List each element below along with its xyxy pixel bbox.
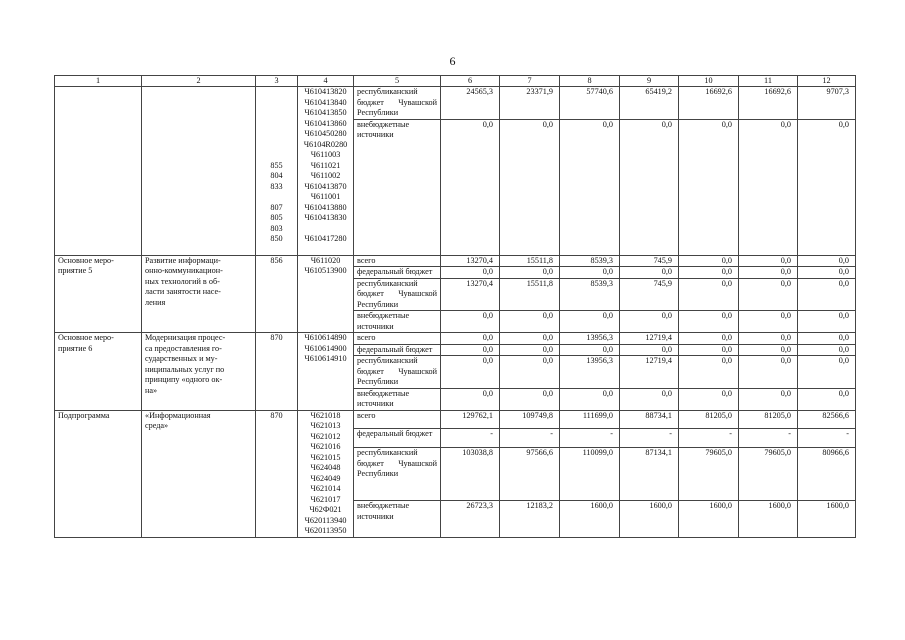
funding-source: федеральный бюджет: [354, 267, 441, 279]
amount-cell: 13270,4: [441, 255, 500, 267]
amount-cell: 0,0: [500, 267, 560, 279]
amount-cell: -: [441, 429, 500, 448]
amount-cell: 0,0: [798, 267, 856, 279]
amount-cell: 0,0: [560, 344, 620, 356]
amount-cell: 15511,8: [500, 278, 560, 311]
table-body: [55, 87, 856, 538]
measure-name-line: приятие 6: [58, 343, 93, 353]
amount-cell: -: [620, 429, 679, 448]
amount-cell: 0,0: [441, 267, 500, 279]
measure-description-line: ления: [145, 297, 166, 307]
amount-cell: 0,0: [620, 311, 679, 333]
table-row: [55, 255, 856, 267]
amount-cell: 0,0: [798, 344, 856, 356]
funding-source: республиканский бюджет Чувашской Республики: [354, 448, 441, 501]
amount-cell: 0,0: [798, 333, 856, 345]
amount-cell: 745,9: [620, 278, 679, 311]
budget-class-code-line: Ч62Ф021: [309, 505, 342, 514]
measure-description-line: среда»: [145, 421, 169, 430]
funding-source: федеральный бюджет: [354, 429, 441, 448]
funding-source: республиканский бюджет Чувашской Республики: [354, 356, 441, 389]
amount-cell: 0,0: [560, 267, 620, 279]
budget-class-code-line: Ч610614900: [304, 343, 347, 353]
measure-name-line: приятие 5: [58, 266, 93, 275]
amount-cell: 0,0: [798, 311, 856, 333]
budget-table: [54, 75, 856, 538]
amount-cell: 1600,0: [739, 501, 798, 537]
amount-cell: 0,0: [798, 119, 856, 255]
column-header: 12: [798, 76, 856, 87]
amount-cell: 0,0: [739, 333, 798, 345]
budget-class-code-line: [301, 224, 350, 235]
amount-cell: 0,0: [739, 344, 798, 356]
amount-cell: 81205,0: [679, 410, 739, 429]
amount-cell: 0,0: [679, 119, 739, 255]
budget-class-code: [298, 255, 354, 333]
amount-cell: 79605,0: [739, 448, 798, 501]
budget-class-code-line: Ч611020: [310, 255, 341, 265]
column-header: 8: [560, 76, 620, 87]
amount-cell: 0,0: [441, 119, 500, 255]
column-header: 2: [142, 76, 256, 87]
amount-cell: 16692,6: [739, 87, 798, 120]
responsible-code-line: 856: [270, 255, 283, 265]
amount-cell: 0,0: [441, 388, 500, 410]
amount-cell: 12719,4: [620, 333, 679, 345]
responsible-code-line: [259, 150, 294, 161]
funding-source: всего: [354, 255, 441, 267]
column-number-row: [55, 76, 856, 87]
amount-cell: 0,0: [441, 333, 500, 345]
amount-cell: 0,0: [679, 344, 739, 356]
funding-source: внебюджетные источники: [354, 311, 441, 333]
funding-source: всего: [354, 333, 441, 345]
responsible-code-line: 850: [270, 234, 283, 243]
amount-cell: 97566,6: [500, 448, 560, 501]
measure-description-line: Модернизация процес-: [145, 333, 226, 342]
budget-class-code-line: Ч611001: [310, 192, 341, 201]
amount-cell: 0,0: [798, 278, 856, 311]
budget-class-code-line: Ч621018: [310, 410, 341, 420]
measure-name: [55, 333, 142, 411]
budget-class-code-line: Ч610413870: [304, 181, 347, 191]
measure-name-line: Подпрограмма: [58, 410, 110, 420]
amount-cell: 0,0: [620, 388, 679, 410]
measure-description-line: Развитие информаци-: [145, 255, 221, 265]
budget-class-code-line: Ч621013: [310, 421, 341, 430]
amount-cell: 0,0: [739, 119, 798, 255]
measure-description-line: ласти занятости насе-: [145, 287, 221, 296]
budget-class-code-line: Ч610413880: [304, 202, 347, 212]
amount-cell: 0,0: [798, 255, 856, 267]
amount-cell: 12183,2: [500, 501, 560, 537]
budget-class-code-line: Ч611003: [310, 150, 341, 159]
amount-cell: 1600,0: [620, 501, 679, 537]
column-header: 9: [620, 76, 679, 87]
amount-cell: 79605,0: [679, 448, 739, 501]
column-header: 3: [256, 76, 298, 87]
amount-cell: 0,0: [620, 344, 679, 356]
amount-cell: 0,0: [679, 356, 739, 389]
amount-cell: 0,0: [679, 267, 739, 279]
amount-cell: -: [739, 429, 798, 448]
amount-cell: 0,0: [739, 267, 798, 279]
measure-name: [55, 410, 142, 537]
amount-cell: 57740,6: [560, 87, 620, 120]
column-header: 5: [354, 76, 441, 87]
measure-description-line: сударственных и му-: [145, 354, 218, 363]
responsible-code-line: 805: [270, 213, 283, 222]
column-header: 7: [500, 76, 560, 87]
budget-class-code-line: Ч621017: [310, 494, 341, 504]
amount-cell: 0,0: [441, 356, 500, 389]
funding-source: внебюджетные источники: [354, 388, 441, 410]
responsible-code-line: [259, 87, 294, 98]
responsible-code-line: [259, 192, 294, 203]
amount-cell: 16692,6: [679, 87, 739, 120]
amount-cell: 12719,4: [620, 356, 679, 389]
amount-cell: 0,0: [500, 333, 560, 345]
amount-cell: 0,0: [500, 311, 560, 333]
amount-cell: 23371,9: [500, 87, 560, 120]
measure-description-line: онно-коммуникацион-: [145, 266, 223, 275]
amount-cell: 0,0: [739, 356, 798, 389]
responsible-code-line: 804: [270, 171, 283, 180]
amount-cell: 0,0: [798, 388, 856, 410]
funding-source: всего: [354, 410, 441, 429]
measure-description: [142, 333, 256, 411]
amount-cell: 80966,6: [798, 448, 856, 501]
amount-cell: 0,0: [500, 119, 560, 255]
table-row: [55, 410, 856, 429]
amount-cell: 0,0: [739, 388, 798, 410]
budget-class-code-line: Ч610513900: [304, 266, 347, 275]
budget-class-code-line: Ч611002: [310, 171, 341, 180]
responsible-code-line: [259, 98, 294, 109]
responsible-code: [256, 255, 298, 333]
amount-cell: 0,0: [739, 311, 798, 333]
amount-cell: 65419,2: [620, 87, 679, 120]
budget-class-code-line: Ч610614890: [304, 333, 347, 342]
budget-class-code: [298, 410, 354, 537]
amount-cell: 103038,8: [441, 448, 500, 501]
budget-class-code-line: Ч621012: [310, 431, 341, 441]
amount-cell: 0,0: [679, 388, 739, 410]
budget-class-code-line: Ч610417280: [304, 234, 347, 243]
budget-class-code-line: Ч620113950: [304, 526, 347, 535]
budget-class-code-line: Ч610413850: [304, 108, 347, 117]
amount-cell: 1600,0: [560, 501, 620, 537]
table-row: [55, 333, 856, 345]
measure-description-line: на»: [145, 385, 158, 395]
responsible-code: [256, 87, 298, 256]
amount-cell: -: [560, 429, 620, 448]
amount-cell: 0,0: [620, 267, 679, 279]
measure-description-line: са предоставления го-: [145, 343, 222, 353]
column-header: 11: [739, 76, 798, 87]
amount-cell: 0,0: [560, 119, 620, 255]
budget-class-code-line: Ч610614910: [304, 354, 347, 363]
amount-cell: 0,0: [500, 388, 560, 410]
budget-class-code-line: Ч610413860: [304, 118, 347, 128]
amount-cell: 0,0: [500, 356, 560, 389]
responsible-code: [256, 333, 298, 411]
measure-name: [55, 87, 142, 256]
amount-cell: 87134,1: [620, 448, 679, 501]
responsible-code-line: 855: [270, 160, 283, 170]
measure-description-line: принципу «одного ок-: [145, 375, 223, 384]
responsible-code-line: [259, 129, 294, 140]
amount-cell: 13956,3: [560, 333, 620, 345]
measure-name-line: Основное меро-: [58, 333, 114, 342]
funding-source: внебюджетные источники: [354, 119, 441, 255]
amount-cell: 745,9: [620, 255, 679, 267]
amount-cell: 0,0: [560, 388, 620, 410]
column-header: 10: [679, 76, 739, 87]
responsible-code-line: 870: [270, 410, 283, 420]
amount-cell: 88734,1: [620, 410, 679, 429]
amount-cell: 82566,6: [798, 410, 856, 429]
amount-cell: 0,0: [739, 278, 798, 311]
responsible-code-line: 833: [270, 181, 283, 191]
amount-cell: 26723,3: [441, 501, 500, 537]
amount-cell: 1600,0: [798, 501, 856, 537]
responsible-code: [256, 410, 298, 537]
amount-cell: 0,0: [679, 255, 739, 267]
amount-cell: 0,0: [441, 344, 500, 356]
amount-cell: 13270,4: [441, 278, 500, 311]
budget-class-code-line: Ч624049: [310, 473, 341, 483]
amount-cell: 1600,0: [679, 501, 739, 537]
amount-cell: 109749,8: [500, 410, 560, 429]
measure-description-line: ных технологий в об-: [145, 276, 220, 286]
budget-class-code: [298, 333, 354, 411]
funding-source: республиканский бюджет Чувашской Республики: [354, 87, 441, 120]
budget-class-code-line: Ч624048: [310, 463, 341, 472]
measure-description: [142, 410, 256, 537]
responsible-code-line: [259, 119, 294, 130]
budget-class-code-line: Ч6104R0280: [303, 139, 348, 149]
amount-cell: 0,0: [739, 255, 798, 267]
measure-description: [142, 87, 256, 256]
table-row: [55, 87, 856, 120]
column-header: 4: [298, 76, 354, 87]
amount-cell: 0,0: [679, 278, 739, 311]
responsible-code-line: [259, 140, 294, 151]
funding-source: республиканский бюджет Чувашской Республики: [354, 278, 441, 311]
budget-class-code-line: Ч621016: [310, 442, 341, 451]
amount-cell: 111699,0: [560, 410, 620, 429]
amount-cell: 13956,3: [560, 356, 620, 389]
budget-class-code-line: Ч621014: [310, 484, 341, 493]
amount-cell: 15511,8: [500, 255, 560, 267]
amount-cell: -: [679, 429, 739, 448]
budget-class-code-line: Ч610413830: [304, 213, 347, 222]
amount-cell: 81205,0: [739, 410, 798, 429]
measure-description-line: «Информационная: [145, 410, 211, 420]
amount-cell: -: [500, 429, 560, 448]
amount-cell: 9707,3: [798, 87, 856, 120]
column-header: 1: [55, 76, 142, 87]
amount-cell: 0,0: [560, 311, 620, 333]
amount-cell: 0,0: [679, 311, 739, 333]
measure-description: [142, 255, 256, 333]
amount-cell: 0,0: [500, 344, 560, 356]
amount-cell: 0,0: [679, 333, 739, 345]
amount-cell: 8539,3: [560, 278, 620, 311]
budget-class-code-line: Ч610413820: [304, 87, 347, 96]
amount-cell: 0,0: [620, 119, 679, 255]
funding-source: федеральный бюджет: [354, 344, 441, 356]
column-header: 6: [441, 76, 500, 87]
budget-class-code-line: Ч621015: [310, 452, 341, 462]
responsible-code-line: 870: [270, 333, 283, 342]
measure-description-line: ниципальных услуг по: [145, 364, 225, 374]
responsible-code-line: [259, 108, 294, 119]
funding-source: внебюджетные источники: [354, 501, 441, 537]
budget-class-code-line: Ч611021: [310, 160, 341, 170]
amount-cell: 129762,1: [441, 410, 500, 429]
amount-cell: 110099,0: [560, 448, 620, 501]
responsible-code-line: 803: [270, 223, 283, 233]
measure-name-line: Основное меро-: [58, 255, 114, 265]
amount-cell: 8539,3: [560, 255, 620, 267]
responsible-code-line: 807: [270, 202, 283, 212]
page-number: 6: [449, 54, 456, 68]
budget-class-code-line: Ч610450280: [304, 129, 347, 138]
budget-class-code-line: Ч620113940: [304, 515, 347, 525]
budget-class-code: [298, 87, 354, 256]
amount-cell: 0,0: [798, 356, 856, 389]
amount-cell: 0,0: [441, 311, 500, 333]
budget-class-code-line: Ч610413840: [304, 97, 347, 107]
amount-cell: 24565,3: [441, 87, 500, 120]
amount-cell: -: [798, 429, 856, 448]
measure-name: [55, 255, 142, 333]
